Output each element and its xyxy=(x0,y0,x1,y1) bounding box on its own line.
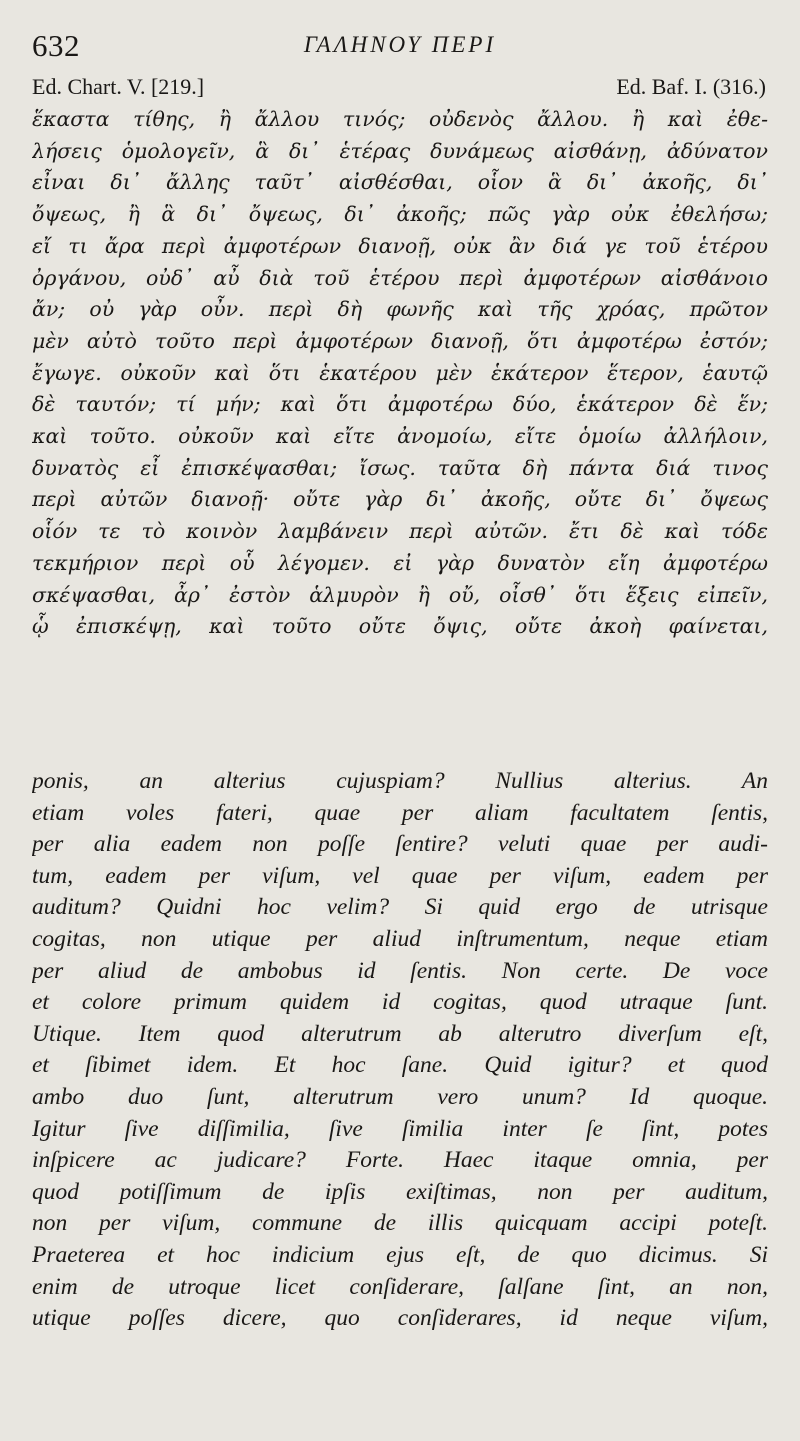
latin-text-line: tum, eadem per viſum, vel quae per viſum, eadem per xyxy=(32,862,768,889)
latin-text-line: Praeterea et hoc indicium ejus eſt, de quo dicimus. Si xyxy=(32,1241,768,1268)
greek-text-line: ἄν; οὐ γὰρ οὖν. περὶ δὴ φωνῆς καὶ τῆς χρόας, πρῶτον xyxy=(32,297,768,322)
greek-text-line: τεκμήριον περὶ οὗ λέγομεν. εἰ γὰρ δυνατὸν εἴη ἀμφοτέρω xyxy=(32,550,768,575)
latin-text-line: ambo duo ſunt, alterutrum vero unum? Id quoque. xyxy=(32,1083,768,1110)
latin-text-line: cogitas, non utique per aliud inſtrumentum, neque etiam xyxy=(32,925,768,952)
greek-text-line: ᾧ ἐπισκέψῃ, καὶ τοῦτο οὔτε ὄψις, οὔτε ἀκοὴ φαίνεται, xyxy=(32,614,768,639)
latin-text-line: utique poſſes dicere, quo conſiderares, id neque viſum, xyxy=(32,1305,768,1332)
latin-translation-block xyxy=(32,766,768,1335)
greek-text-line: ἔγωγε. οὐκοῦν καὶ ὅτι ἑκατέρου μὲν ἑκάτερον ἕτερον, ἑαυτῷ xyxy=(32,360,768,385)
latin-text-line: et colore primum quidem id cogitas, quod utraque ſunt. xyxy=(32,989,768,1016)
latin-text-line: enim de utroque licet conſiderare, ſalſane ſint, an non, xyxy=(32,1273,768,1300)
greek-text-line: εἴ τι ἄρα περὶ ἀμφοτέρων διανοῇ, οὐκ ἂν διά γε τοῦ ἑτέρου xyxy=(32,233,768,258)
latin-text-line: Utique. Item quod alterutrum ab alterutro diverſum eſt, xyxy=(32,1020,768,1047)
edition-reference-bas: Ed. Baf. I. (316.) xyxy=(616,74,766,99)
greek-text-line: σκέψασθαι, ἆρ᾽ ἐστὸν ἁλμυρὸν ἢ οὔ, οἶσθ᾽ ὅτι ἕξεις εἰπεῖν, xyxy=(32,582,768,607)
running-head: ΓΑΛΗΝΟΥ ΠΕΡΙ xyxy=(303,32,497,57)
page-header xyxy=(0,26,800,66)
greek-text-line: ἕκαστα τίθης, ἢ ἄλλου τινός; οὐδενὸς ἄλλου. ἢ καὶ ἐθε- xyxy=(32,107,768,131)
edition-references xyxy=(32,74,766,104)
greek-text-line: δὲ ταυτόν; τί μήν; καὶ ὅτι ἀμφοτέρω δύο, ἑκάτερον δὲ ἕν; xyxy=(32,392,768,417)
latin-text-line: et ſibimet idem. Et hoc ſane. Quid igitur? et quod xyxy=(32,1052,768,1079)
greek-text-line: δυνατὸς εἶ ἐπισκέψασθαι; ἴσως. ταῦτα δὴ πάντα διά τινος xyxy=(32,455,768,480)
greek-text-line: μὲν αὐτὸ τοῦτο περὶ ἀμφοτέρων διανοῇ, ὅτι ἀμφοτέρω ἐστόν; xyxy=(32,328,768,353)
greek-text-line: εἶναι δι᾽ ἄλλης ταῦτ᾽ αἰσθέσθαι, οἷον ἃ δι᾽ ἀκοῆς, δι᾽ xyxy=(32,170,768,195)
greek-text-line: καὶ τοῦτο. οὐκοῦν καὶ εἴτε ἀνομοίω, εἴτε ὁμοίω ἀλλήλοιν, xyxy=(32,424,768,449)
latin-text-line: ponis, an alterius cujuspiam? Nullius alterius. An xyxy=(32,768,768,794)
greek-text-line: ὀργάνου, οὐδ᾽ αὖ διὰ τοῦ ἑτέρου περὶ ἀμφοτέρων αἰσθάνοιο xyxy=(32,265,768,290)
greek-text-line: ὄψεως, ἢ ἃ δι᾽ ὄψεως, δι᾽ ἀκοῆς; πῶς γὰρ οὐκ ἐθελήσω; xyxy=(32,202,768,227)
latin-text-line: inſpicere ac judicare? Forte. Haec itaque omnia, per xyxy=(32,1147,768,1174)
latin-text-line: non per viſum, commune de illis quicquam accipi poteſt. xyxy=(32,1210,768,1237)
latin-text-line: quod potiſſimum de ipſis exiſtimas, non per auditum, xyxy=(32,1178,768,1205)
page-number: 632 xyxy=(32,28,80,63)
latin-text-line: etiam voles fateri, quae per aliam facultatem ſentis, xyxy=(32,799,768,826)
latin-text-line: Igitur ſive diſſimilia, ſive ſimilia inter ſe ſint, potes xyxy=(32,1115,768,1142)
greek-text-line: περὶ αὐτῶν διανοῇ· οὔτε γὰρ δι᾽ ἀκοῆς, οὔτε δι᾽ ὄψεως xyxy=(32,487,768,512)
latin-text-line: auditum? Quidni hoc velim? Si quid ergo de utrisque xyxy=(32,894,768,921)
edition-reference-chart: Ed. Chart. V. [219.] xyxy=(32,74,205,99)
latin-text-line: per aliud de ambobus id ſentis. Non certe. De voce xyxy=(32,957,768,984)
latin-text-line: per alia eadem non poſſe ſentire? veluti quae per audi- xyxy=(32,831,768,858)
greek-text-line: λήσεις ὁμολογεῖν, ἃ δι᾽ ἑτέρας δυνάμεως αἰσθάνῃ, ἀδύνατον xyxy=(32,138,768,163)
greek-text-block xyxy=(32,104,768,643)
greek-text-line: οἷόν τε τὸ κοινὸν λαμβάνειν περὶ αὐτῶν. ἔτι δὲ καὶ τόδε xyxy=(32,519,768,544)
